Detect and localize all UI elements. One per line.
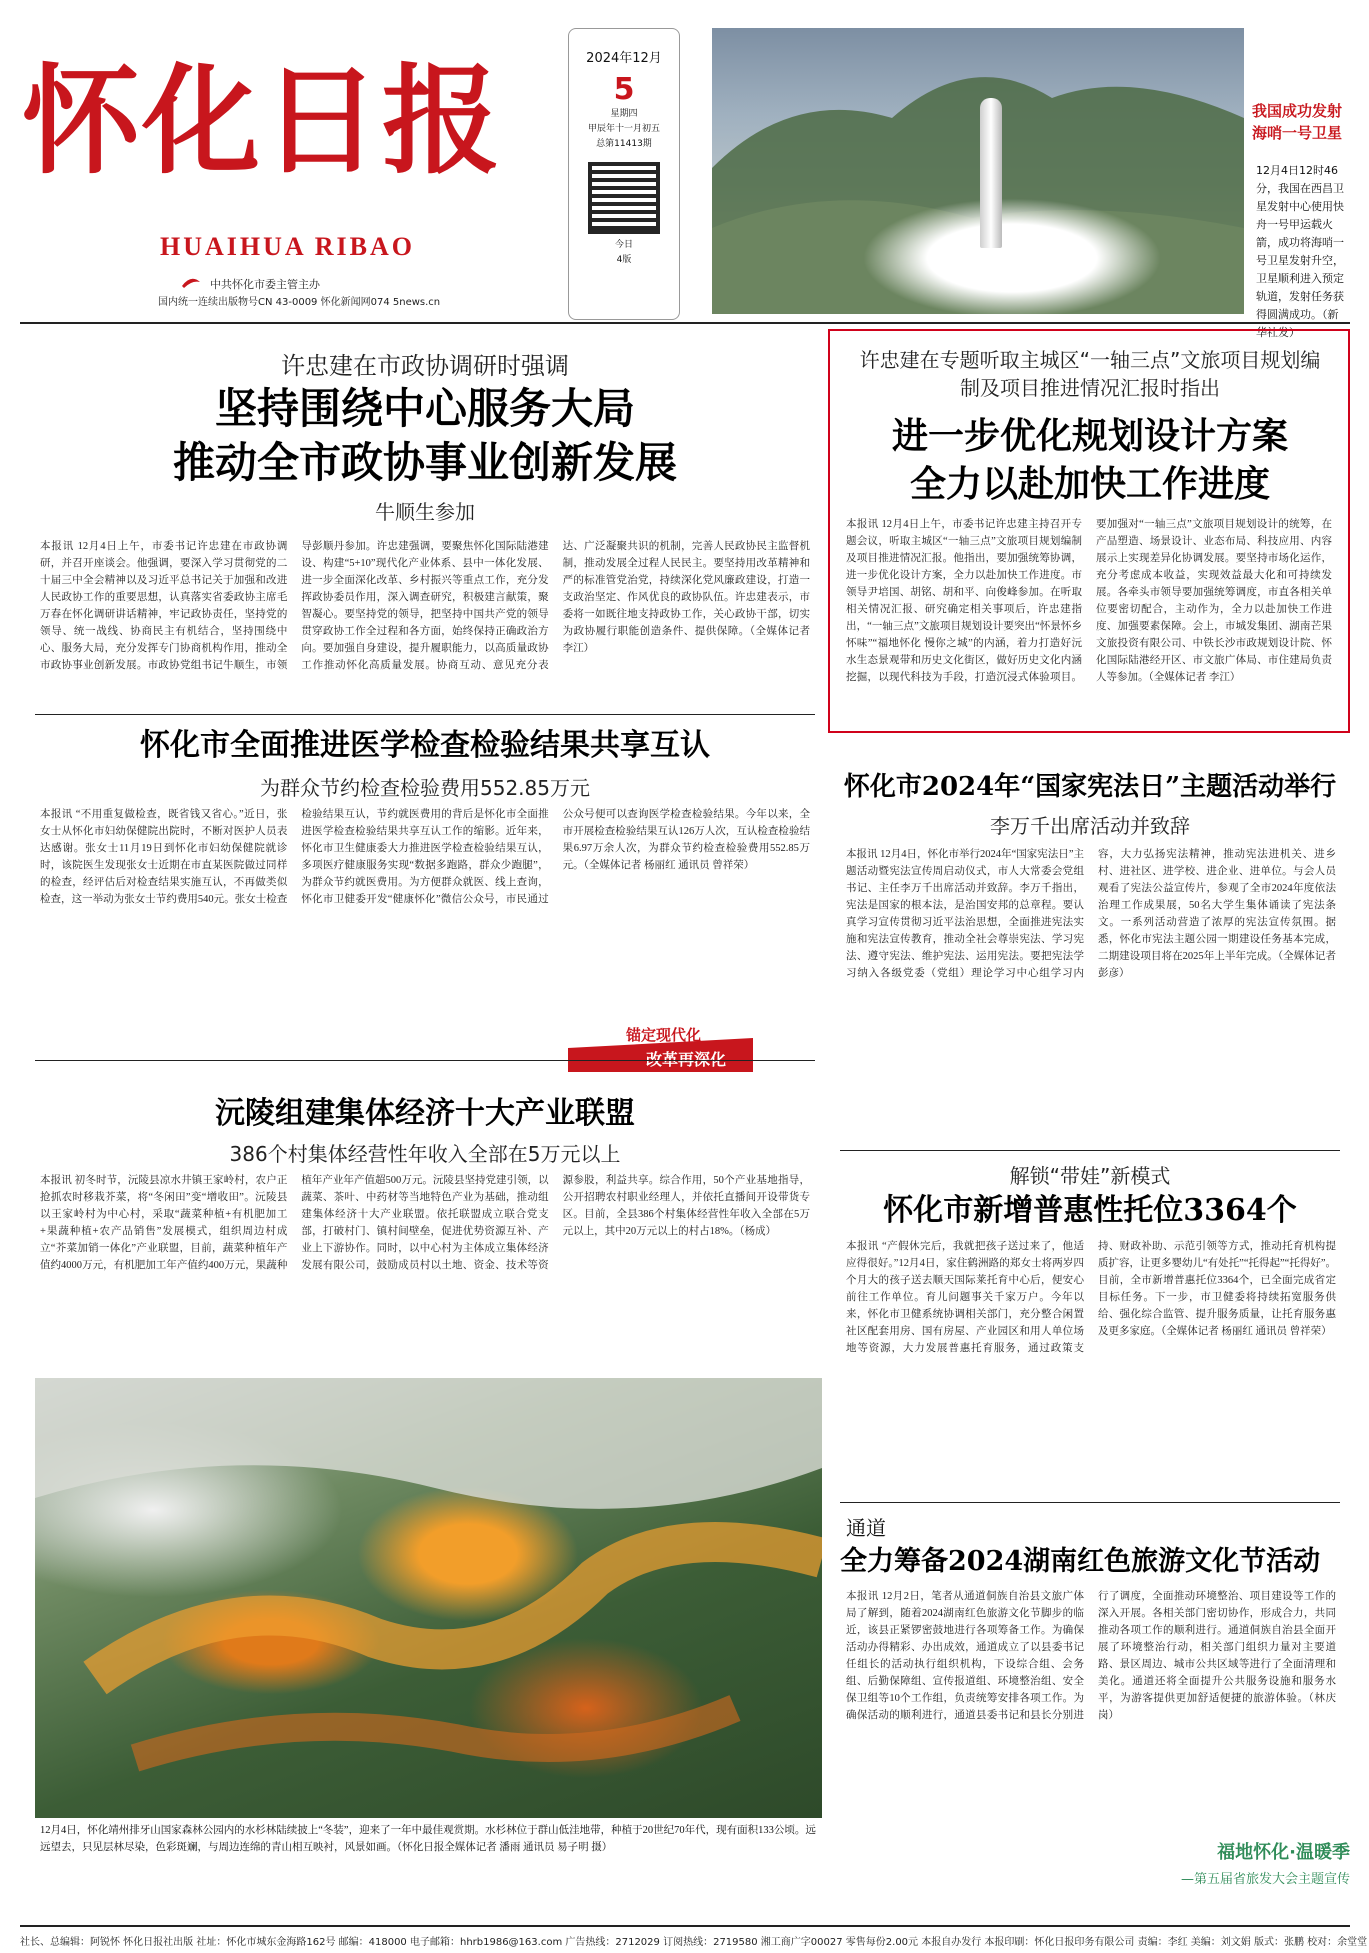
footer-imprint: 社长、总编辑：阿锐怀 怀化日报社出版 社址：怀化市城东金海路162号 邮编：418000 电子邮箱：hhrb1986@163.com 广告热线：2712029 订阅热线：2719580 湘工商广字00027 零售每份2.00元 本报自办发行 本报印刷：怀化日报印务有限公司 责编：李红 美编：刘文娟 版式：张鹏 校对：余堂堂 <box>20 1925 1350 1948</box>
tourism-ribbon <box>1110 1838 1350 1898</box>
article3-headline[interactable]: 怀化市全面推进医学检查检验结果共享互认 <box>140 728 710 763</box>
publisher-line: 中共怀化市委主管主办 <box>210 278 320 291</box>
article5-sub: 李万千出席活动并致辞 <box>990 814 1190 838</box>
article5-headline[interactable]: 怀化市2024年“国家宪法日”主题活动举行 <box>843 772 1337 802</box>
date-weekday: 星期四 <box>610 109 638 119</box>
article2-headline[interactable] <box>850 412 1330 508</box>
smoke-plume <box>862 198 1162 314</box>
forest-texture-icon <box>35 1378 822 1818</box>
article4-sub: 386个村集体经营性年收入全部在5万元以上 <box>229 1142 621 1166</box>
reform-badge <box>568 1024 758 1074</box>
article2-headline-line2: 全力以赴加快工作进度 <box>909 463 1270 505</box>
article2-kicker: 许忠建在专题听取主城区“一轴三点”文旅项目规划编制及项目推进情况汇报时指出 <box>859 348 1321 400</box>
article5-body: 本报讯 12月4日，怀化市举行2024年“国家宪法日”主题活动暨宪法宣传周启动仪式，市人大常委会党组书记、主任李万千出席活动并致辞。李万千指出，宪法是国家的根本法，是治国安邦的总章程。要认真学习宣传贯彻习近平法治思想，全面推进宪法实施和宪法宣传教育，推动全社会尊崇宪法、学习宪法、遵守宪法、维护宪法、运用宪法。要把宪法学习纳入各级党委（党组）理论学习中心组学习内容，大力弘扬宪法精神，推动宪法进机关、进乡村、进社区、进学校、进企业、进单位。与会人员观看了宪法公益宣传片，参观了全市2024年度依法治理工作成果展，50名大学生集体诵读了宪法条文。一系列活动营造了浓厚的宪法宣传氛围。据悉，怀化市宪法主题公园一期建设任务基本完成，二期建设项目将在2025年上半年完成。（全媒体记者 彭彦） <box>846 849 1336 979</box>
rocket-launch-photo <box>712 28 1244 314</box>
article1-headline-line2: 推动全市政协事业创新发展 <box>172 438 677 487</box>
main-photo-caption: 12月4日，怀化靖州排牙山国家森林公园内的水杉林陆续披上“冬装”，迎来了一年中最佳观赏期。水杉林位于群山低洼地带，种植于20世纪70年代，现有面积133公顷。远远望去，只见层林尽染，色彩斑斓，与周边连绵的青山相互映衬，风景如画。（怀化日报全媒体记者 潘雨 通讯员 易子明 摄） <box>40 1825 816 1853</box>
article1-body: 本报讯 12月4日上午，市委书记许忠建在市政协调研，并召开座谈会。他强调，要深入学习贯彻党的二十届三中全会精神以及习近平总书记关于加强和改进人民政协工作的重要思想，认真落实省委政协主席毛万春在怀化调研讲话精神，牢记政协责任，坚持党的领导、统一战线、协商民主有机结合，坚持围绕中心、服务大局，充分发挥专门协商机构作用，推动全市政协事业创新发展。市政协党组书记牛顺生，市领导彭顺丹参加。许忠建强调，要聚焦怀化国际陆港建设、构建“5+10”现代化产业体系、县中一体化发展、进一步全面深化改革、乡村振兴等重点工作，充分发挥政协委员作用，深入调查研究，积极建言献策，聚智凝心。要坚持党的领导，把坚持中国共产党的领导贯穿政协工作全过程和各方面，始终保持正确政治方向。要加强自身建设，提升履职能力，以高质量政协工作推动怀化高质量发展。协商互动、意见充分表达、广泛凝聚共识的机制，完善人民政协民主监督机制，推动发展全过程人民民主。要坚持用改革精神和严的标准管党治党，持续深化党风廉政建设，打造一支政治坚定、作风优良的政协队伍。许忠建表示，市委将一如既往地支持政协工作，关心政协干部，切实为政协履行职能创造条件、提供保障。（全媒体记者 李江） <box>40 541 810 671</box>
article6-body: 本报讯 “产假休完后，我就把孩子送过来了，他适应得很好。”12月4日，家住鹤洲路的郑女士将两岁四个月大的孩子送去顺天国际莱托育中心后，便安心前往工作单位。育儿问题事关千家万户。今年以来，怀化市卫健系统协调相关部门，充分整合闲置社区配套用房、国有房屋、产业园区和用人单位场地等资源，大力发展普惠托育服务，通过政策支持、财政补助、示范引领等方式，推动托育机构提质扩容，让更多婴幼儿“有处托”“托得起”“托得好”。目前，全市新增普惠托位3364个，已全面完成省定目标任务。下一步，市卫健委将持续拓宽服务供给、强化综合监管、提升服务质量，让托育服务惠及更多家庭。（全媒体记者 杨丽红 通讯员 曾祥荣） <box>846 1241 1336 1354</box>
registration-line: 国内统一连续出版物号CN 43-0009 怀化新闻网074 5news.cn <box>158 297 441 308</box>
article3-body: 本报讯 “不用重复做检查，既省钱又省心。”近日，张女士从怀化市妇幼保健院出院时，不断对医护人员表达感谢。张女士11月19日到怀化市妇幼保健院就诊时，该院医生发现张女士近期在市直某医院做过同样的检查，经评估后对检查结果实施互认，不再做类似检查，这一举动为张女士节约费用540元。张女士检查检验结果互认，节约就医费用的背后是怀化市全面推进医学检查检验结果共享互认工作的缩影。近年来，怀化市卫生健康委大力推进医学检查检验结果互认，多项医疗健康服务实现“数据多跑路，群众少跑腿”，为群众节约就医费用。为方便群众就医、线上查询，怀化市卫健委开发“健康怀化”微信公众号，市民通过公众号便可以查询医学检查检验结果。今年以来，全市开展检查检验结果互认126万人次，互认检查检验结果6.97万余人次，为群众节约检查检验费用552.85万元。（全媒体记者 杨丽红 通讯员 曾祥荣） <box>40 809 810 905</box>
article4-headline[interactable]: 沅陵组建集体经济十大产业联盟 <box>215 1096 635 1131</box>
article7-headline[interactable]: 全力筹备2024湖南红色旅游文化节活动 <box>840 1546 1321 1577</box>
top-photo-caption: 12月4日12时46分，我国在西昌卫星发射中心使用快舟一号甲运载火箭，成功将海哨一号卫星发射升空，卫星顺利进入预定轨道，发射任务获得圆满成功。（新华社发） <box>1256 164 1344 339</box>
ribbon-line1: 福地怀化·温暖季 <box>1217 1842 1350 1863</box>
article4-body: 本报讯 初冬时节，沅陵县凉水井镇王家岭村，农户正抢抓农时移栽芥菜，将“冬闲田”变“增收田”。沅陵县以王家岭村为中心村，采取“蔬菜种植+有机肥加工+果蔬种植+农产品销售”发展模式，组织周边村成立“芥菜加销一体化”产业联盟，目前，蔬菜种植年产值约4000万元，有机肥加工年产值约400万元，果蔬种植年产业年产值超500万元。沅陵县坚持党建引领，以蔬菜、茶叶、中药材等当地特色产业为基础，推动组建集体经济十大产业联盟。依托联盟成立联合党支部，打破村门、镇村间壁垒，促进优势资源互补、产业上下游协作。同时，以中心村为主体成立集体经济发展有限公司，鼓励成员村以土地、资金、技术等资源参股，利益共享。综合作用，50个产业基地指导，公开招聘农村职业经理人，并依托直播间开设带货专区。目前，全县386个村集体经营性年收入全部在5万元以上，其中20万元以上的村占18%。（杨成） <box>40 1175 810 1271</box>
ribbon-line2: —第五届省旅发大会主题宣传 <box>1180 1872 1350 1887</box>
badge-line1: 锚定现代化 <box>626 1027 702 1044</box>
issue-number: 总第11413期 <box>596 139 652 149</box>
qr-code-icon[interactable] <box>588 162 660 234</box>
masthead-title: 怀化日报 <box>22 51 503 190</box>
article7-kicker: 通道 <box>846 1516 886 1540</box>
date-box <box>568 28 680 320</box>
article1-kicker: 许忠建在市政协调研时强调 <box>281 352 569 380</box>
date-year-month: 2024年12月 <box>586 51 662 66</box>
article1-headline-line1: 坚持围绕中心服务大局 <box>214 384 635 433</box>
article1-sub: 牛顺生参加 <box>375 500 475 524</box>
article7-body: 本报讯 12月2日，笔者从通道侗族自治县文旅广体局了解到，随着2024湖南红色旅游文化节脚步的临近，该县正紧锣密鼓地进行各项筹备工作。为确保活动办得精彩、办出成效，通道成立了以县委书记任组长的活动执行组织机构，下设综合组、会务组、后勤保障组、宣传报道组、环境整治组、安全保卫组等10个工作组，负责统筹安排各项工作。为确保活动的顺利进行，通道县委书记和县长分别进行了调度，全面推动环境整治、项目建设等工作的深入开展。各相关部门密切协作，形成合力，共同推动各项工作的顺利进行。通道侗族自治县全面开展了环境整治行动，相关部门组织力量对主要道路、景区周边、城市公共区域等进行了全面清理和美化。通道还将全面提升公共服务设施和服务水平，为游客提供更加舒适便捷的旅游体验。（林庆岗） <box>846 1591 1336 1721</box>
badge-line2: 改革再深化 <box>646 1052 727 1069</box>
article3-sub: 为群众节约检查检验费用552.85万元 <box>260 776 590 800</box>
page-count: 4版 <box>616 255 632 265</box>
top-photo-headline: 我国成功发射海哨一号卫星 <box>1252 102 1343 142</box>
article2-headline-line1: 进一步优化规划设计方案 <box>891 415 1288 457</box>
article2-body: 本报讯 12月4日上午，市委书记许忠建主持召开专题会议，听取主城区“一轴三点”文旅项目规划编制及项目推进情况汇报。他指出，要加强统筹协调，进一步优化设计方案，全力以赴加快工作进度。市领导尹培国、胡铭、胡和平、向俊峰参加。在听取相关情况汇报、研究确定相关事项后，许忠建指出，“一轴三点”文旅项目规划设计要突出“怀景怀乡怀味”“福地怀化 慢你之城”的内涵，着力打造好沅水生态景观带和历史文化街区，做好历史文化内涵挖掘，以现代科技为手段，打造沉浸式体验项目。要加强对“一轴三点”文旅项目规划设计的统筹，在产品塑造、场景设计、业态布局、科技应用、内容展示上实现差异化协调发展。要坚持市场化运作，充分考虑成本收益，实现效益最大化和可持续发展。各牵头市领导要加强统筹调度，市直各相关单位要密切配合，主动作为，全力以赴加快工作进度、加强要素保障。会上，市城发集团、湖南芒果文旅投资有限公司、中铁长沙市政规划设计院、怀化国际陆港经开区、市文旅广体局、市住建局负责人等参加。（全媒体记者 李江） <box>846 519 1332 683</box>
forest-autumn-photo <box>35 1378 822 1818</box>
today-label: 今日 <box>614 240 633 250</box>
rocket-icon <box>980 98 1002 248</box>
publisher-logo-icon <box>180 272 202 290</box>
date-lunar: 甲辰年十一月初五 <box>587 124 660 134</box>
masthead-pinyin: HUAIHUA RIBAO <box>160 232 415 261</box>
article1-headline[interactable] <box>35 382 815 490</box>
article6-headline[interactable]: 怀化市新增普惠性托位3364个 <box>883 1193 1297 1228</box>
article6-kicker: 解锁“带娃”新模式 <box>1009 1164 1171 1188</box>
date-day: 5 <box>613 72 635 107</box>
